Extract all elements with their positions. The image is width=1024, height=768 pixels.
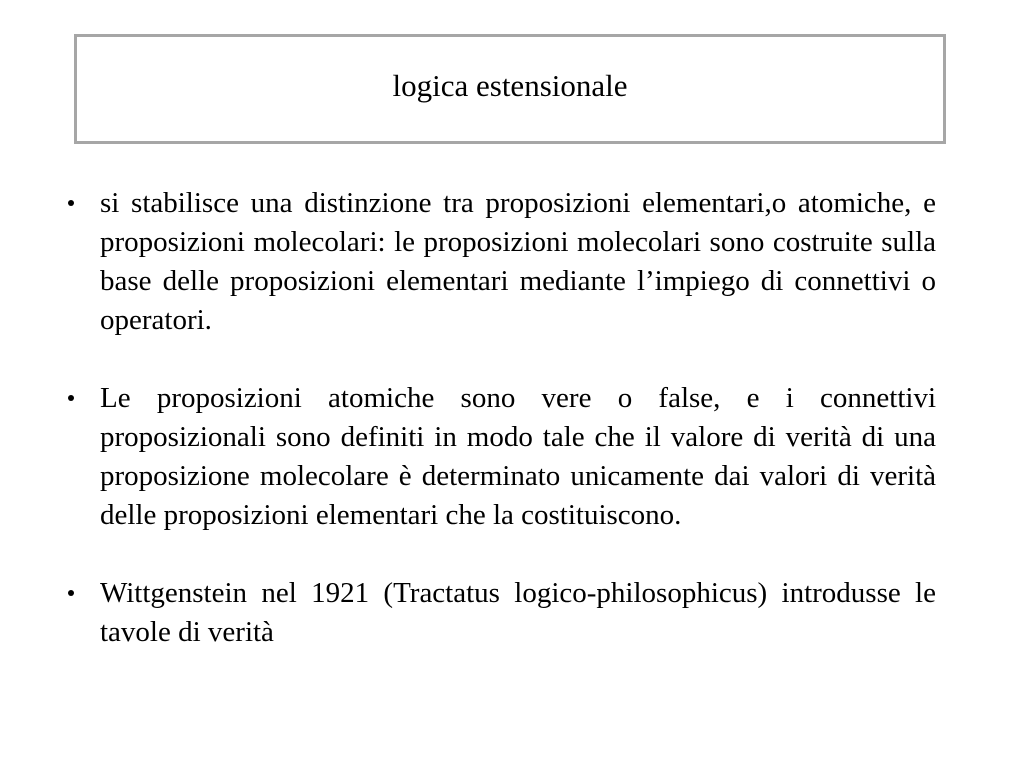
bullet-item — [60, 574, 936, 652]
bullet-dot-icon — [68, 590, 74, 596]
bullet-text: Le proposizioni atomiche sono vere o false, e i connettivi proposizionali sono definiti in modo tale che il valore di verità di una proposizione molecolare è determinato unicamente dai valori di verità delle proposizioni elementari che la costituiscono. — [100, 382, 936, 531]
bullet-item — [60, 184, 936, 340]
bullet-item — [60, 379, 936, 535]
bullet-list — [60, 184, 936, 652]
bullet-text: si stabilisce una distinzione tra proposizioni elementari,o atomiche, e proposizioni molecolari: le proposizioni molecolari sono costruite sulla base delle proposizioni elementari mediante l’impiego di connettivi o operatori. — [100, 187, 936, 336]
bullet-text: Wittgenstein nel 1921 (Tractatus logico-philosophicus) introdusse le tavole di verità — [100, 577, 936, 648]
bullet-dot-icon — [68, 200, 74, 206]
bullet-dot-icon — [68, 395, 74, 401]
slide-title: logica estensionale — [392, 67, 628, 103]
title-box — [74, 34, 946, 144]
